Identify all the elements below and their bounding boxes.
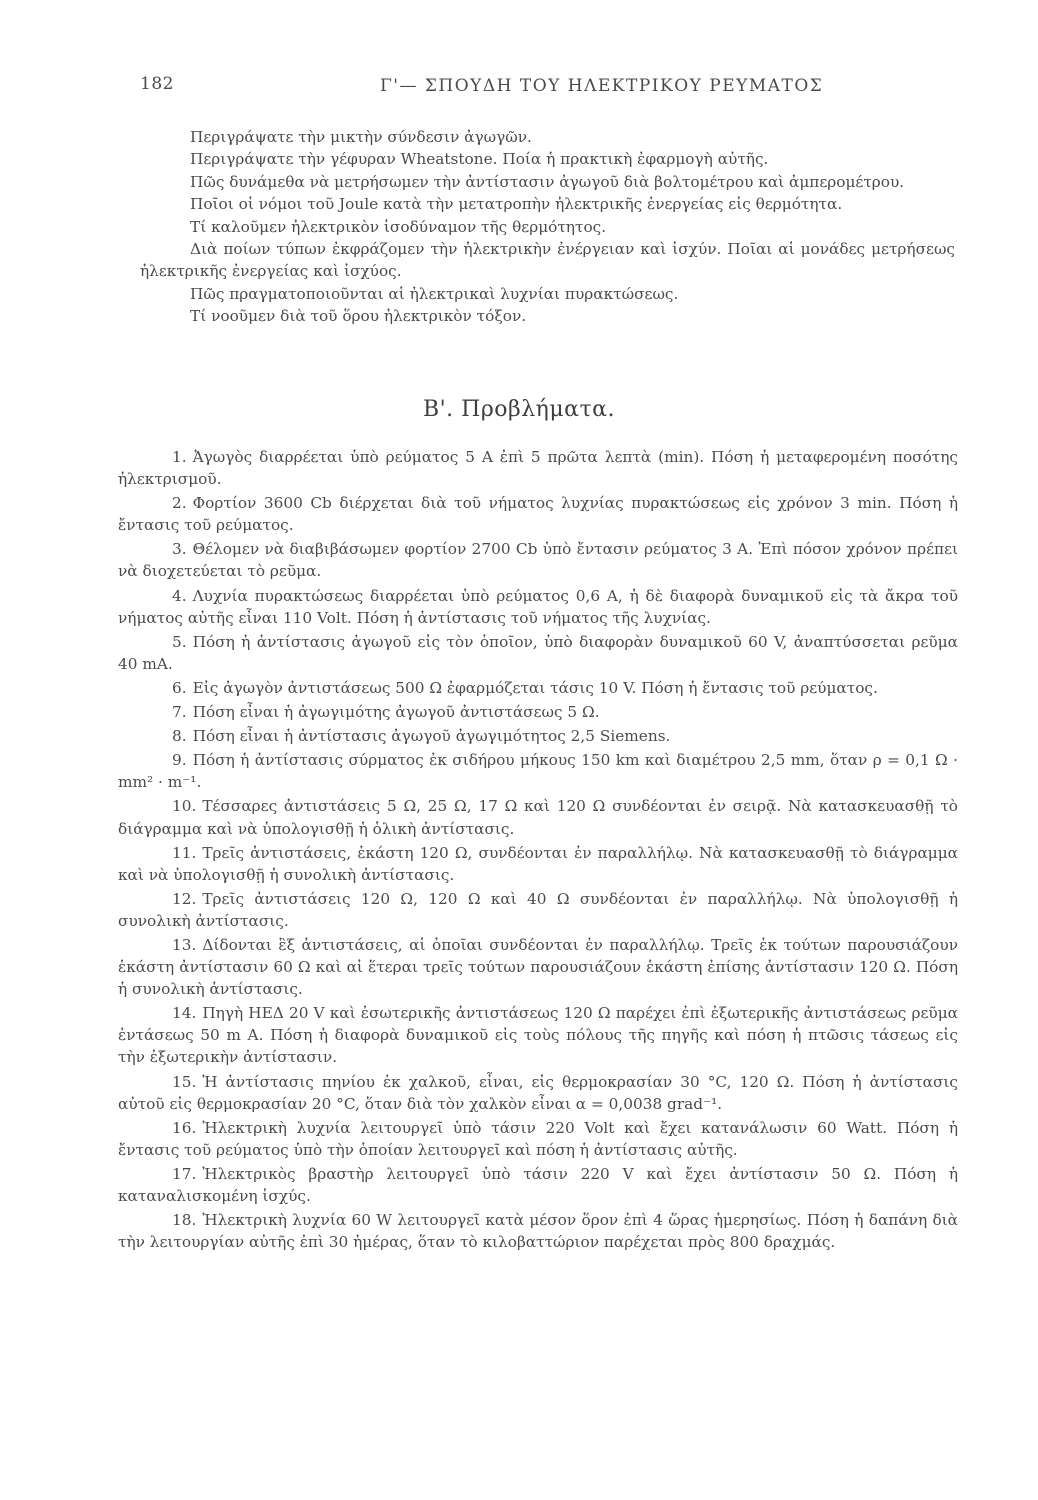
problem-item — [118, 842, 958, 886]
problem-text: Πόση ἡ ἀντίστασις ἀγωγοῦ εἰς τὸν ὁποῖον, ὑπὸ διαφορὰν δυναμικοῦ 60 V, ἀναπτύσσεται ρεῦμα 40 mA. — [118, 632, 958, 673]
problem-text: Λυχνία πυρακτώσεως διαρρέεται ὑπὸ ρεύματος 0,6 A, ἡ δὲ διαφορὰ δυναμικοῦ εἰς τὰ ἄκρα τοῦ νήματος αὐτῆς εἶναι 110 Volt. Πόση ἡ ἀντίστασις τοῦ νήματος τῆς λυχνίας. — [118, 586, 958, 627]
question-item: Διὰ ποίων τύπων ἐκφράζομεν τὴν ἠλεκτρικὴν ἐνέργειαν καὶ ἰσχύν. Ποῖαι αἱ μονάδες μετρήσεως ἠλεκτρικῆς ἐνεργείας καὶ ἰσχύος. — [140, 240, 955, 281]
question-item: Πῶς δυνάμεθα νὰ μετρήσωμεν τὴν ἀντίστασιν ἀγωγοῦ διὰ βολτομέτρου καὶ ἀμπερομέτρου. — [190, 172, 905, 191]
problem-item — [118, 446, 958, 490]
section-title: Β'. Προβλήματα. — [422, 397, 616, 422]
problem-item — [118, 538, 958, 582]
problem-text: Φορτίον 3600 Cb διέρχεται διὰ τοῦ νήματος λυχνίας πυρακτώσεως εἰς χρόνον 3 min. Πόση ἡ ἔντασις τοῦ ρεύματος. — [118, 494, 958, 535]
question-item: Πῶς πραγματοποιοῦνται αἱ ἠλεκτρικαὶ λυχνίαι πυρακτώσεως. — [190, 284, 679, 303]
problem-number: 15. — [172, 1072, 197, 1091]
problem-item — [118, 701, 958, 723]
problem-text: Πηγὴ ΗΕΔ 20 V καὶ ἐσωτερικῆς ἀντιστάσεως 120 Ω παρέχει ἐπὶ ἐξωτερικῆς ἀντιστάσεως ρεῦμα ἐντάσεως 50 m A. Πόση ἡ διαφορὰ δυναμικοῦ εἰς τοὺς πόλους τῆς πηγῆς καὶ πόση ἡ πτῶσις τάσεως εἰς τὴν ἐξωτερικὴν ἀντίστασιν. — [118, 1004, 958, 1067]
problem-text: Δίδονται ἓξ ἀντιστάσεις, αἱ ὁποῖαι συνδέονται ἐν παραλλήλῳ. Τρεῖς ἐκ τούτων παρουσιάζουν ἑκάστη ἀντίστασιν 60 Ω καὶ αἱ ἕτεραι τρεῖς τούτων παρουσιάζουν ἑκάστη ἐπίσης ἀντίστασιν 120 Ω. Πόση ἡ συνολικὴ ἀντίστασις. — [118, 935, 958, 999]
problem-number: 3. — [172, 540, 187, 559]
problem-number: 17. — [172, 1164, 197, 1183]
problem-text: Ἀγωγὸς διαρρέεται ὑπὸ ρεύματος 5 A ἐπὶ 5 πρῶτα λεπτὰ (min). Πόση ἡ μεταφερομένη ποσότης ἠλεκτρισμοῦ. — [118, 448, 958, 489]
problem-text: Ἠλεκτρικὴ λυχνία 60 W λειτουργεῖ κατὰ μέσον ὅρον ἐπὶ 4 ὥρας ἡμερησίως. Πόση ἡ δαπάνη διὰ τὴν λειτουργίαν αὐτῆς ἐπὶ 30 ἡμέρας, ὅταν τὸ κιλοβαττώριον παρέχεται πρὸς 800 δραχμάς. — [118, 1211, 958, 1252]
problem-text: Ἠλεκτρικὸς βραστὴρ λειτουργεῖ ὑπὸ τάσιν 220 V καὶ ἔχει ἀντίστασιν 50 Ω. Πόση ἡ καταναλισκομένη ἰσχύς. — [118, 1164, 958, 1205]
problem-item — [118, 1002, 958, 1068]
problem-item — [118, 1163, 958, 1207]
problem-item — [118, 725, 958, 747]
problem-number: 2. — [172, 494, 187, 513]
problem-item — [118, 585, 958, 629]
question-item: Περιγράψατε τὴν μικτὴν σύνδεσιν ἀγωγῶν. — [190, 128, 532, 146]
running-head — [140, 74, 960, 102]
problem-item — [118, 492, 958, 536]
problems-list — [118, 446, 958, 1255]
problem-item — [118, 1209, 958, 1253]
problem-text: Ἡ ἀντίστασις πηνίου ἐκ χαλκοῦ, εἶναι, εἰς θερμοκρασίαν 30 °C, 120 Ω. Πόση ἡ ἀντίστασις αὐτοῦ εἰς θερμοκρασίαν 20 °C, ὅταν διὰ τὸν χαλκὸν εἶναι α = 0,0038 grad⁻¹. — [118, 1072, 958, 1113]
problem-text: Εἰς ἀγωγὸν ἀντιστάσεως 500 Ω ἐφαρμόζεται τάσις 10 V. Πόση ἡ ἔντασις τοῦ ρεύματος. — [192, 678, 878, 697]
problem-item — [118, 749, 958, 793]
problem-text: Τρεῖς ἀντιστάσεις 120 Ω, 120 Ω καὶ 40 Ω συνδέονται ἐν παραλλήλῳ. Νὰ ὑπολογισθῇ ἡ συνολικὴ ἀντίστασις. — [118, 889, 958, 930]
problem-text: Τέσσαρες ἀντιστάσεις 5 Ω, 25 Ω, 17 Ω καὶ 120 Ω συνδέονται ἐν σειρᾷ. Νὰ κατασκευασθῇ τὸ διάγραμμα καὶ νὰ ὑπολογισθῇ ἡ ὁλικὴ ἀντίστασις. — [118, 797, 958, 838]
problem-item — [118, 888, 958, 932]
question-item: Τί νοοῦμεν διὰ τοῦ ὅρου ἠλεκτρικὸν τόξον. — [190, 307, 527, 326]
problem-number: 12. — [172, 889, 197, 908]
page-number: 182 — [140, 74, 174, 94]
problem-text: Ἠλεκτρικὴ λυχνία λειτουργεῖ ὑπὸ τάσιν 220 Volt καὶ ἔχει κατανάλωσιν 60 Watt. Πόση ἡ ἔντασις τοῦ ρεύματος ὑπὸ τὴν ὁποίαν λειτουργεῖ καὶ πόση ἡ ἀντίστασις αὐτῆς. — [118, 1118, 958, 1159]
problem-number: 11. — [172, 843, 197, 862]
problem-number: 4. — [172, 586, 187, 605]
problem-number: 7. — [172, 703, 187, 722]
problem-item — [118, 677, 958, 699]
question-item: Ποῖοι οἱ νόμοι τοῦ Joule κατὰ τὴν μετατροπὴν ἠλεκτρικῆς ἐνεργείας εἰς θερμότητα. — [190, 195, 843, 214]
problem-number: 14. — [172, 1004, 197, 1023]
problem-number: 1. — [172, 448, 187, 466]
problem-item — [118, 934, 958, 1000]
chapter-header: Γ'— ΣΠΟΥΔΗ ΤΟΥ ΗΛΕΚΤΡΙΚΟΥ ΡΕΥΜΑΤΟΣ — [380, 76, 824, 96]
problem-number: 13. — [172, 935, 197, 954]
problem-text: Πόση εἶναι ἡ ἀντίστασις ἀγωγοῦ ἀγωγιμότητος 2,5 Siemens. — [192, 727, 671, 746]
problem-number: 16. — [172, 1118, 197, 1137]
problem-text: Θέλομεν νὰ διαβιβάσωμεν φορτίον 2700 Cb ὑπὸ ἔντασιν ρεύματος 3 A. Ἐπὶ πόσον χρόνον πρέπει νὰ διοχετεύεται τὸ ρεῦμα. — [118, 540, 958, 581]
question-item: Τί καλοῦμεν ἠλεκτρικὸν ἰσοδύναμον τῆς θερμότητος. — [190, 217, 607, 236]
question-item: Περιγράψατε τὴν γέφυραν Wheatstone. Ποία ἡ πρακτικὴ ἐφαρμογὴ αὐτῆς. — [190, 150, 769, 169]
problem-item — [118, 795, 958, 839]
review-questions — [140, 126, 955, 328]
problem-text: Πόση ἡ ἀντίστασις σύρματος ἐκ σιδήρου μήκους 150 km καὶ διαμέτρου 2,5 mm, ὅταν ρ = 0,1 Ω · mm² · m⁻¹. — [118, 751, 958, 792]
problem-text: Τρεῖς ἀντιστάσεις, ἑκάστη 120 Ω, συνδέονται ἐν παραλλήλῳ. Νὰ κατασκευασθῇ τὸ διάγραμμα καὶ νὰ ὑπολογισθῇ ἡ συνολικὴ ἀντίστασις. — [118, 843, 958, 884]
problem-number: 10. — [172, 797, 197, 816]
problem-number: 6. — [172, 678, 187, 697]
problem-number: 5. — [172, 632, 187, 651]
problem-number: 8. — [172, 727, 187, 746]
problem-number: 9. — [172, 751, 187, 770]
problem-text: Πόση εἶναι ἡ ἀγωγιμότης ἀγωγοῦ ἀντιστάσεως 5 Ω. — [192, 703, 600, 722]
problem-item — [118, 1071, 958, 1115]
problem-number: 18. — [172, 1211, 197, 1230]
problem-item — [118, 631, 958, 675]
problem-item — [118, 1117, 958, 1161]
